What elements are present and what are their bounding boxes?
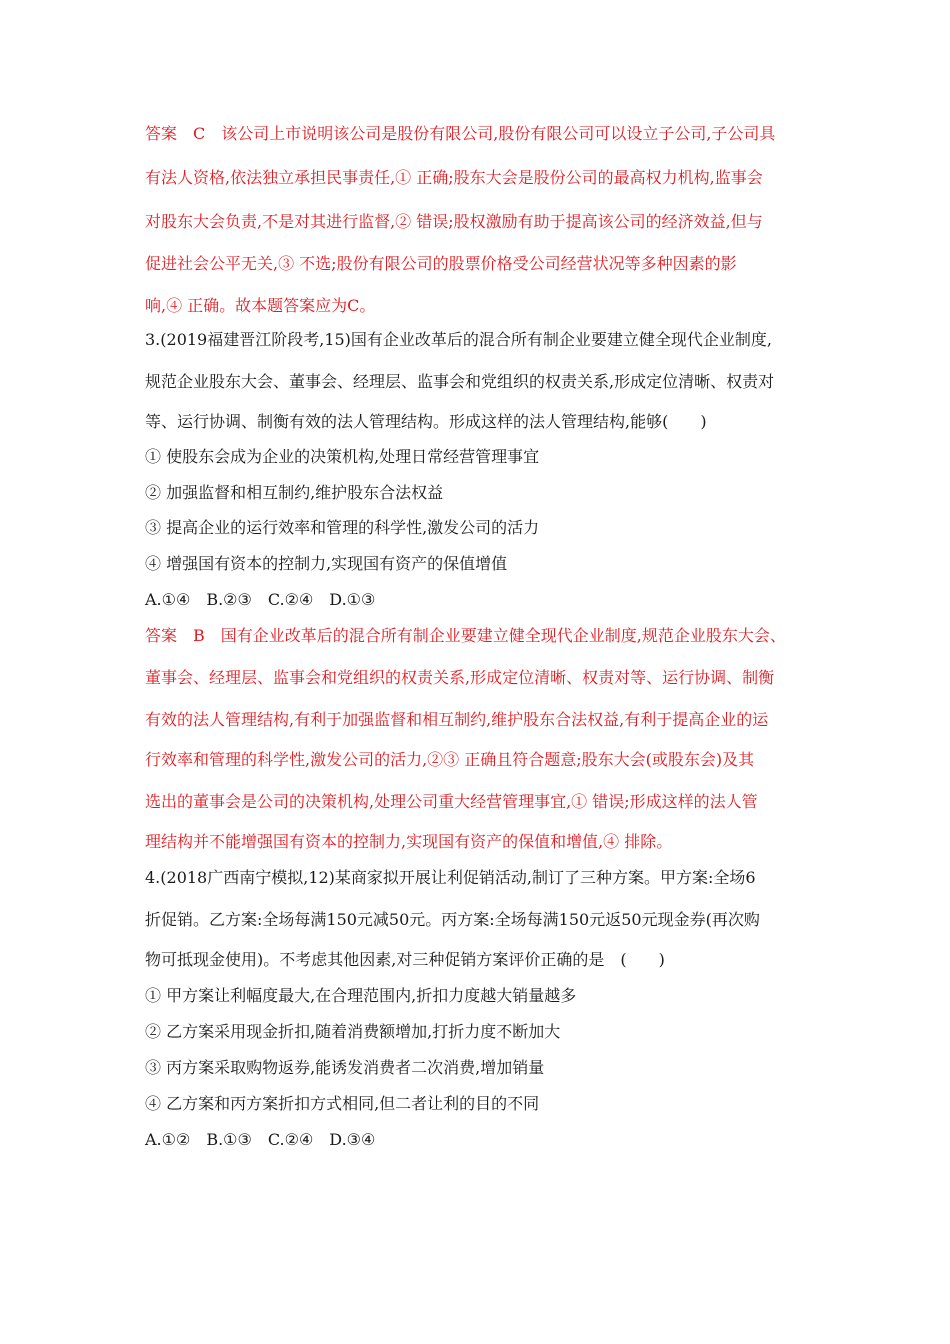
answer2-line-5: 响,④ 正确。故本题答案应为C。	[145, 296, 376, 315]
question3-item-1: ① 使股东会成为企业的决策机构,处理日常经营管理事宜	[145, 447, 540, 466]
question4-item-2: ② 乙方案采用现金折扣,随着消费额增加,打折力度不断加大	[145, 1022, 561, 1041]
question3-options: A.①④ B.②③ C.②④ D.①③	[145, 590, 376, 609]
answer3-line-5: 选出的董事会是公司的决策机构,处理公司重大经营管理事宜,① 错误;形成这样的法人管	[145, 792, 758, 811]
answer2-line-2: 有法人资格,依法独立承担民事责任,① 正确;股东大会是股份公司的最高权力机构,监事会	[145, 168, 763, 187]
question3-stem-3: 等、运行协调、制衡有效的法人管理结构。形成这样的法人管理结构,能够( )	[145, 412, 707, 431]
question3-item-3: ③ 提高企业的运行效率和管理的科学性,激发公司的活力	[145, 518, 540, 537]
question3-stem-1: 3.(2019福建晋江阶段考,15)国有企业改革后的混合所有制企业要建立健全现代企业制度,	[145, 330, 773, 349]
answer2-line-1: 答案 C 该公司上市说明该公司是股份有限公司,股份有限公司可以设立子公司,子公司具	[145, 124, 776, 143]
answer2-line-3: 对股东大会负责,不是对其进行监督,② 错误;股权激励有助于提高该公司的经济效益,但与	[145, 212, 763, 231]
question4-options: A.①② B.①③ C.②④ D.③④	[145, 1130, 376, 1149]
question4-item-3: ③ 丙方案采取购物返券,能诱发消费者二次消费,增加销量	[145, 1058, 545, 1077]
question4-stem-3: 物可抵现金使用)。不考虑其他因素,对三种促销方案评价正确的是 ( )	[145, 950, 665, 969]
answer3-line-1: 答案 B 国有企业改革后的混合所有制企业要建立健全现代企业制度,规范企业股东大会、	[145, 626, 786, 645]
answer3-line-2: 董事会、经理层、监事会和党组织的权责关系,形成定位清晰、权责对等、运行协调、制衡	[145, 668, 775, 687]
answer3-line-4: 行效率和管理的科学性,激发公司的活力,②③ 正确且符合题意;股东大会(或股东会)及其	[145, 750, 755, 769]
answer3-line-6: 理结构并不能增强国有资本的控制力,实现国有资产的保值和增值,④ 排除。	[145, 832, 673, 851]
question3-item-4: ④ 增强国有资本的控制力,实现国有资产的保值增值	[145, 554, 508, 573]
question4-stem-2: 折促销。乙方案:全场每满150元减50元。丙方案:全场每满150元返50元现金券(再次购	[145, 910, 760, 929]
question4-stem-1: 4.(2018广西南宁模拟,12)某商家拟开展让利促销活动,制订了三种方案。甲方案:全场6	[145, 868, 756, 887]
question3-item-2: ② 加强监督和相互制约,维护股东合法权益	[145, 483, 444, 502]
answer2-line-4: 促进社会公平无关,③ 不选;股份有限公司的股票价格受公司经营状况等多种因素的影	[145, 254, 737, 273]
question4-item-1: ① 甲方案让利幅度最大,在合理范围内,折扣力度越大销量越多	[145, 986, 577, 1005]
question4-item-4: ④ 乙方案和丙方案折扣方式相同,但二者让利的目的不同	[145, 1094, 540, 1113]
question3-stem-2: 规范企业股东大会、董事会、经理层、监事会和党组织的权责关系,形成定位清晰、权责对	[145, 372, 775, 391]
answer3-line-3: 有效的法人管理结构,有利于加强监督和相互制约,维护股东合法权益,有利于提高企业的运	[145, 710, 769, 729]
